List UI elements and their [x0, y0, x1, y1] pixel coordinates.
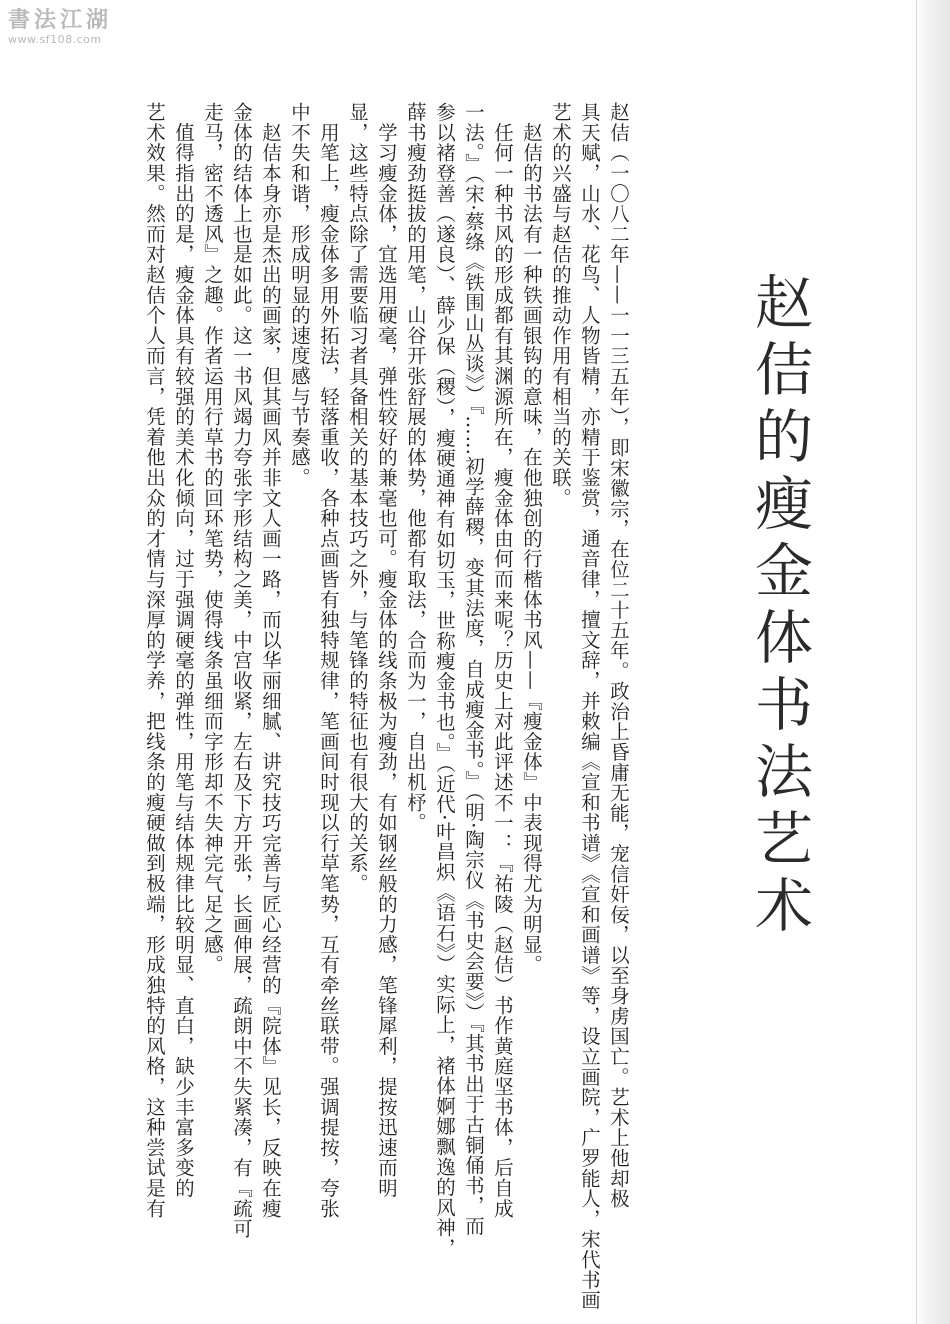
text-column-11: 用笔上，瘦金体多用外拓法，轻落重收，各种点画皆有独特规律，笔画间时现以行草笔势，互有牵丝联带。强调提按，夸张 [317, 102, 340, 1219]
text-column-10: 显，这些特点除了需要临习者具备相关的基本技巧之外，与笔锋的特征也有很大的关系。 [346, 102, 369, 894]
text-column-1: 赵佶（一〇八二年——一一三五年），即宋徽宗，在位二十五年。政治上昏庸无能，宠信奸佞，以至身虏国亡。艺术上他却极 [607, 102, 630, 1209]
text-column-4: 赵佶的书法有一种铁画银钩的意味，在他独创的行楷体书风——『瘦金体』中表现得尤为明显。 [520, 102, 543, 975]
article-title: 赵佶的瘦金体书法艺术 [745, 272, 813, 942]
text-column-6: 一法。』（宋·蔡绦《铁围山丛谈》）『……初学薛稷，变其法度，自成瘦金书。』（明·陶宗仪《书史会要》）『其书出于古铜俑书，而 [462, 102, 485, 1237]
text-column-7: 参以褚登善（遂良）、薛少保（稷），瘦硬通神有如切玉，世称瘦金书也。』（近代·叶昌炽《语石》）实际上，褚体婀娜飘逸的风神， [433, 102, 456, 1259]
page-fold-line [916, 0, 917, 1324]
watermark-title: 書法江湖 [8, 8, 113, 33]
watermark-url: www.sf108.com [8, 33, 102, 46]
text-column-5: 任何一种书风的形成都有其渊源所在，瘦金体由何而来呢？历史上对此评述不一：『祐陵（赵佶）书作黄庭坚书体，后自成 [491, 102, 514, 1219]
text-column-14: 金体的结体上也是如此。这一书风竭力夸张字形结构之美，中宫收紧，左右及下方开张，长画伸展，疏朗中不失紧凑，有『疏可 [230, 102, 253, 1239]
text-column-13: 赵佶本身亦是杰出的画家，但其画风并非文人画一路，而以华丽细腻、讲究技巧完善与匠心经营的『院体』见长，反映在瘦 [259, 102, 282, 1219]
text-column-12: 中不失和谐，形成明显的速度感与节奏感。 [288, 102, 311, 488]
text-column-17: 艺术效果。然而对赵佶个人而言，凭着他出众的才情与深厚的学养，把线条的瘦硬做到极端，形成独特的风格，这种尝试是有 [143, 102, 166, 1219]
text-column-15: 走马，密不透风』之趣。作者运用行草书的回环笔势，使得线条虽细而字形却不失神完气足之感。 [201, 102, 224, 975]
watermark-logo [8, 10, 112, 45]
text-column-3: 艺术的兴盛与赵佶的推动作用有相当的关联。 [549, 102, 572, 508]
text-column-9: 学习瘦金体，宜选用硬毫，弹性较好的兼毫也可。瘦金体的线条极为瘦劲，有如钢丝般的力感，笔锋犀利，提按迅速而明 [375, 102, 398, 1199]
text-column-8: 薛书瘦劲挺拔的用笔，山谷开张舒展的体势，他都有取法，合而为一，自出机杼。 [404, 102, 427, 833]
text-column-16: 值得指出的是，瘦金体具有较强的美术化倾向，过于强调硬毫的弹性，用笔与结体规律比较明显、直白，缺少丰富多变的 [172, 102, 195, 1199]
text-column-2: 具天赋，山水、花鸟、人物皆精，亦精于鉴赏，通音律，擅文辞，并敕编《宣和书谱》《宣和画谱》等，设立画院，广罗能人，宋代书画 [578, 102, 601, 1311]
page-edge-shadow [916, 0, 950, 1324]
